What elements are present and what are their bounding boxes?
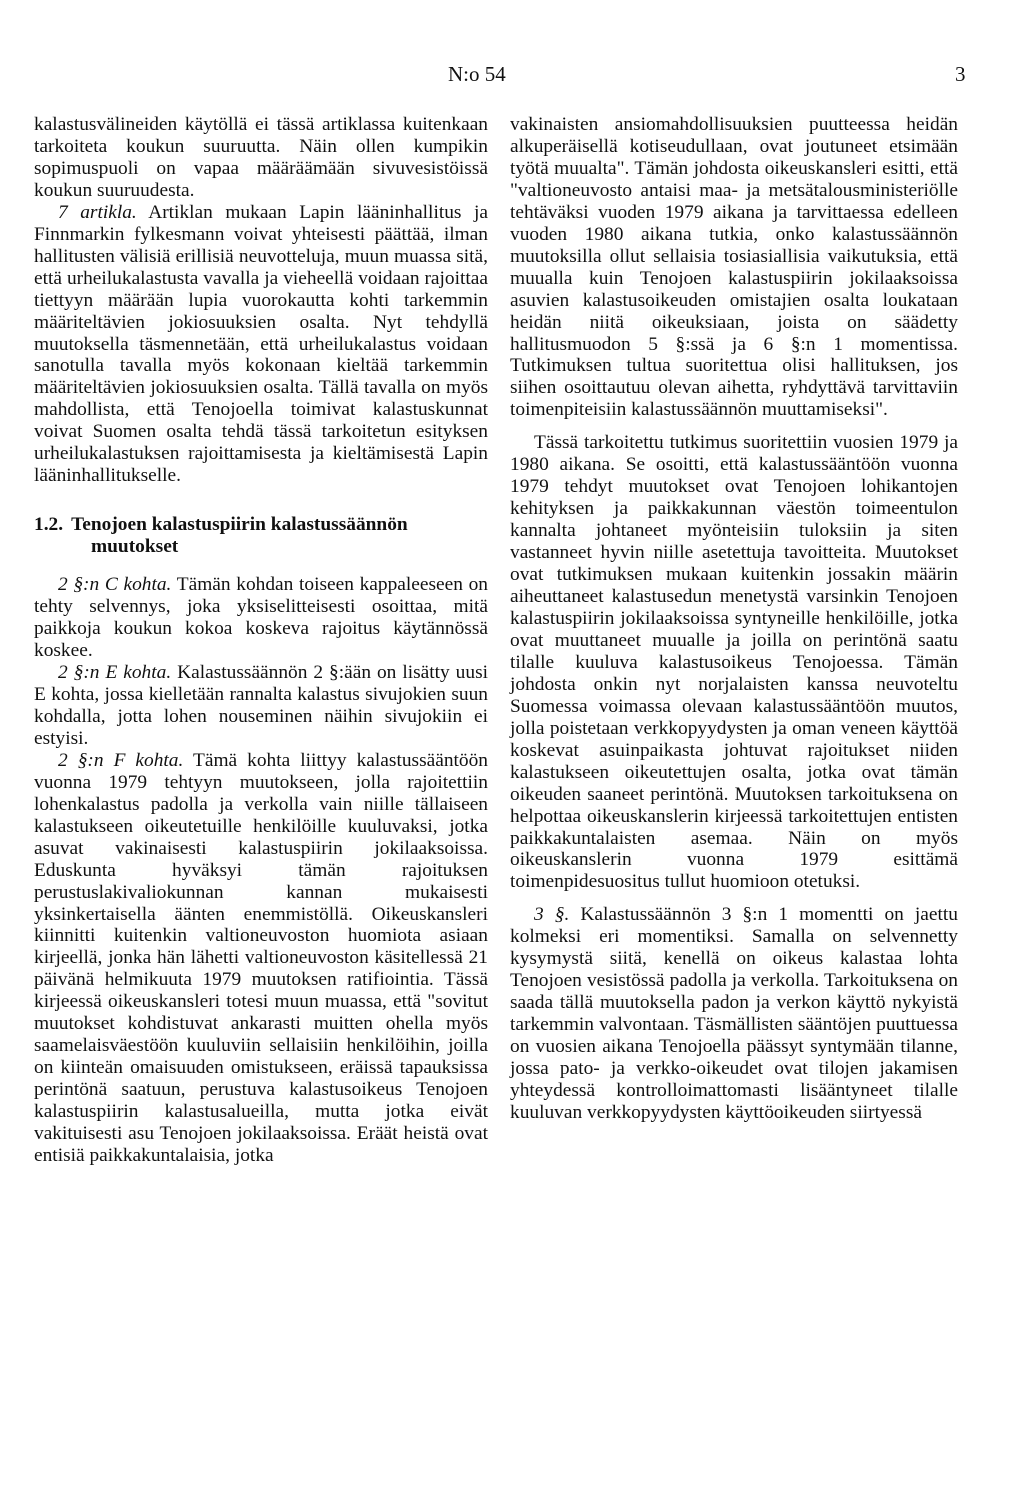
paragraph-2c: [34, 574, 488, 662]
paragraph-3: [510, 904, 958, 1124]
paragraph-text: Kalastussäännön 2 §:ään on lisätty uusi E kohta, jossa kielletään rannalta kalastus sivujokien suun kohdalla, jotta lohen nouseminen näihin sivujokiin ei estyisi.: [34, 662, 488, 749]
paragraph: Tässä tarkoitettu tutkimus suoritettiin vuosien 1979 ja 1980 aikana. Se osoitti, että kalastussääntöön vuonna 1979 tehdyt muutokset ovat Tenojoen lohikantojen kehityksen ja paikkakunnan väestön toimeentulon kannalta johtaneet myönteisiin tuloksiin ja siten vastanneet hyvin niille asetettuja tavoitteita. Muutokset ovat tutkimuksen mukaan kuitenkin jossakin määrin aiheuttaneet kalastusedun menetystä varsinkin Tenojoen kalastuspiirin jokilaaksoissa syntyneille henkilöille, jotka ovat muuttaneet muualle ja joilla on perintönä saatu tilalle kuuluva kalastusoikeus Tenojoessa. Tämän johdosta onkin nyt norjalaisten kanssa neuvoteltu Suomessa voimassa olevaan kalastussääntöön muutos, jolla poistetaan verkkopyydysten ja oman veneen käyttöä koskevat asuinpaikasta johtuvat rajoitukset niiden kalastukseen oikeutettujen osalta, jotka ovat tämän oikeuden saaneet perintönä. Muutoksen tarkoituksena on helpottaa oikeuskanslerin kirjeessä tarkoitettujen entisten paikkakuntalaisten asemaa. Näin on myös oikeuskanslerin vuonna 1979 esittämä toimenpidesuositus tullut huomioon otetuksi.: [510, 432, 958, 893]
article-label: 7 artikla.: [58, 201, 137, 223]
paragraph: kalastusvälineiden käytöllä ei tässä artiklassa kuitenkaan tarkoiteta koukun suuruutta. Näin ollen kumpikin sopimuspuoli on vapaa määräämään sivuvesistöissä koukun suuruudesta.: [34, 114, 488, 201]
section-title-line1: Tenojoen kalastuspiirin kalastussäännön: [71, 514, 408, 536]
right-column: [510, 114, 958, 1124]
section-title-line2: muutokset: [91, 536, 179, 558]
paragraph-text: Tämä kohta liittyy kalastussääntöön vuonna 1979 tehtyyn muutokseen, jolla rajoitettiin lohenkalastus padolla ja verkolla vain niille tällaiseen kalastukseen oikeutetuille henkilöille kuuluvaksi, jotka asuvat vakinaisesti kalastuspiirin jokilaaksoissa. Eduskunta hyväksyi tämän rajoituksen perustuslakivaliokunnan kannan mukaisesti yksinkertaisella äänten enemmistöllä. Oikeuskansleri kiinnitti kuitenkin valtioneuvoston huomiota asiaan kirjeellä, jonka hän lähetti valtioneuvoston käsitellessä 21 päivänä helmikuuta 1979 muutoksen ratifiointia. Tässä kirjeessä oikeuskansleri totesi muun muassa, että "sovitut muutokset kohdistuvat ankarasti muitten ohella myös saamelaisväestöön kuuluviin sellaisiin henkilöihin, joilla on kiinteän omaisuuden omistukseen, eräissä tapauksissa perintönä saatuun, perustuva kalastusoikeus Tenojoen kalastuspiirin kalastusalueilla, mutta jotka eivät vakituisesti asu Tenojoen jokilaaksoissa. Eräät heistä ovat entisiä paikkakuntalaisia, jotka: [34, 749, 488, 1166]
paragraph-text: Artiklan mukaan Lapin lääninhallitus ja Finnmarkin fylkesmann voivat yhteisesti päättää, ilman hallitusten välisiä erillisiä neuvotteluja, muun muassa sitä, että urheilukalastusta vavalla ja vieheellä voidaan rajoittaa tiettyyn määrään lupia vuorokautta kohti tarkemmin määriteltävien jokiosuuksien osalta. Nyt tehdyllä muutoksella täsmennetään, että urheilukalastus voidaan sanotulla tavalla myös kokonaan kieltää tarkemmin määriteltävien jokiosuuksien osalta. Tällä tavalla on myös mahdollista, että Tenojoella toimivat kalastuskunnat voivat Suomen osalta tehdä tässä tarkoitetun esityksen urheilukalastuksen rajoittamisesta ja kieltämisestä Lapin lääninhallitukselle.: [34, 201, 488, 487]
page-header: [0, 62, 1024, 92]
clause-label: 2 §:n C kohta.: [58, 574, 172, 596]
paragraph-text: Tämän kohdan toiseen kappaleeseen on tehty selvennys, joka yksiselitteisesti osoittaa, mitä paikkoja koukun kokoa koskeva rajoitus käytännössä koskee.: [34, 574, 488, 662]
left-column: [34, 114, 488, 1167]
section-number: 1.2.: [34, 514, 64, 536]
issue-number: N:o 54: [448, 62, 506, 86]
paragraph-article-7: [34, 202, 488, 487]
page-number: 3: [955, 62, 966, 86]
paragraph: vakinaisten ansiomahdollisuuksien puutteessa heidän alkuperäisellä kotiseudullaan, ovat joutuneet etsimään työtä muualta". Tämän johdosta oikeuskansleri esitti, että "valtioneuvosto antaisi maa- ja metsätalousministeriölle tehtäväksi vuoden 1979 aikana ja tarvittaessa edelleen vuoden 1980 aikana tutkia, onko kalastussäännön muutoksilla ollut sellaisia tosiasiallisia vaikutuksia, että muualla kuin Tenojoen kalastuspiirin jokilaaksoissa asuvien kalastusoikeuden omistajien osalta loukataan heidän niitä oikeuksiaan, joista on säädetty hallitusmuodon 5 §:ssä ja 6 §:n 1 momentissa. Tutkimuksen tultua suoritettua olisi hallituksen, jos siihen osoittautuu olevan aihetta, ryhdyttävä tarvittaviin toimenpiteisiin kalastussäännön muuttamiseksi".: [510, 114, 958, 421]
paragraph-2e: [34, 662, 488, 750]
clause-label: 2 §:n E kohta.: [58, 662, 172, 684]
clause-label: 3 §.: [534, 904, 570, 926]
clause-label: 2 §:n F kohta.: [58, 749, 184, 771]
paragraph-text: Kalastussäännön 3 §:n 1 momentti on jaettu kolmeksi eri momentiksi. Samalla on selvennetty kysymystä siitä, kenellä on oikeus kalastaa lohta Tenojoen vesistössä padolla ja verkolla. Tarkoituksena on saada tällä muutoksella padon ja verkon käyttö nykyistä tarkemmin valvontaan. Täsmällisten sääntöjen puuttuessa on vuosien aikana Tenojoella päässyt syntymään tilanne, jossa pato- ja verkko-oikeudet ovat tilojen jakamisen yhteydessä kontrolloimattomasti lisääntyneet tilalle kuuluvan verkkopyydysten käyttöoikeuden siirtyessä: [510, 904, 958, 1123]
section-heading: [34, 514, 488, 558]
paragraph-2f: [34, 750, 488, 1167]
